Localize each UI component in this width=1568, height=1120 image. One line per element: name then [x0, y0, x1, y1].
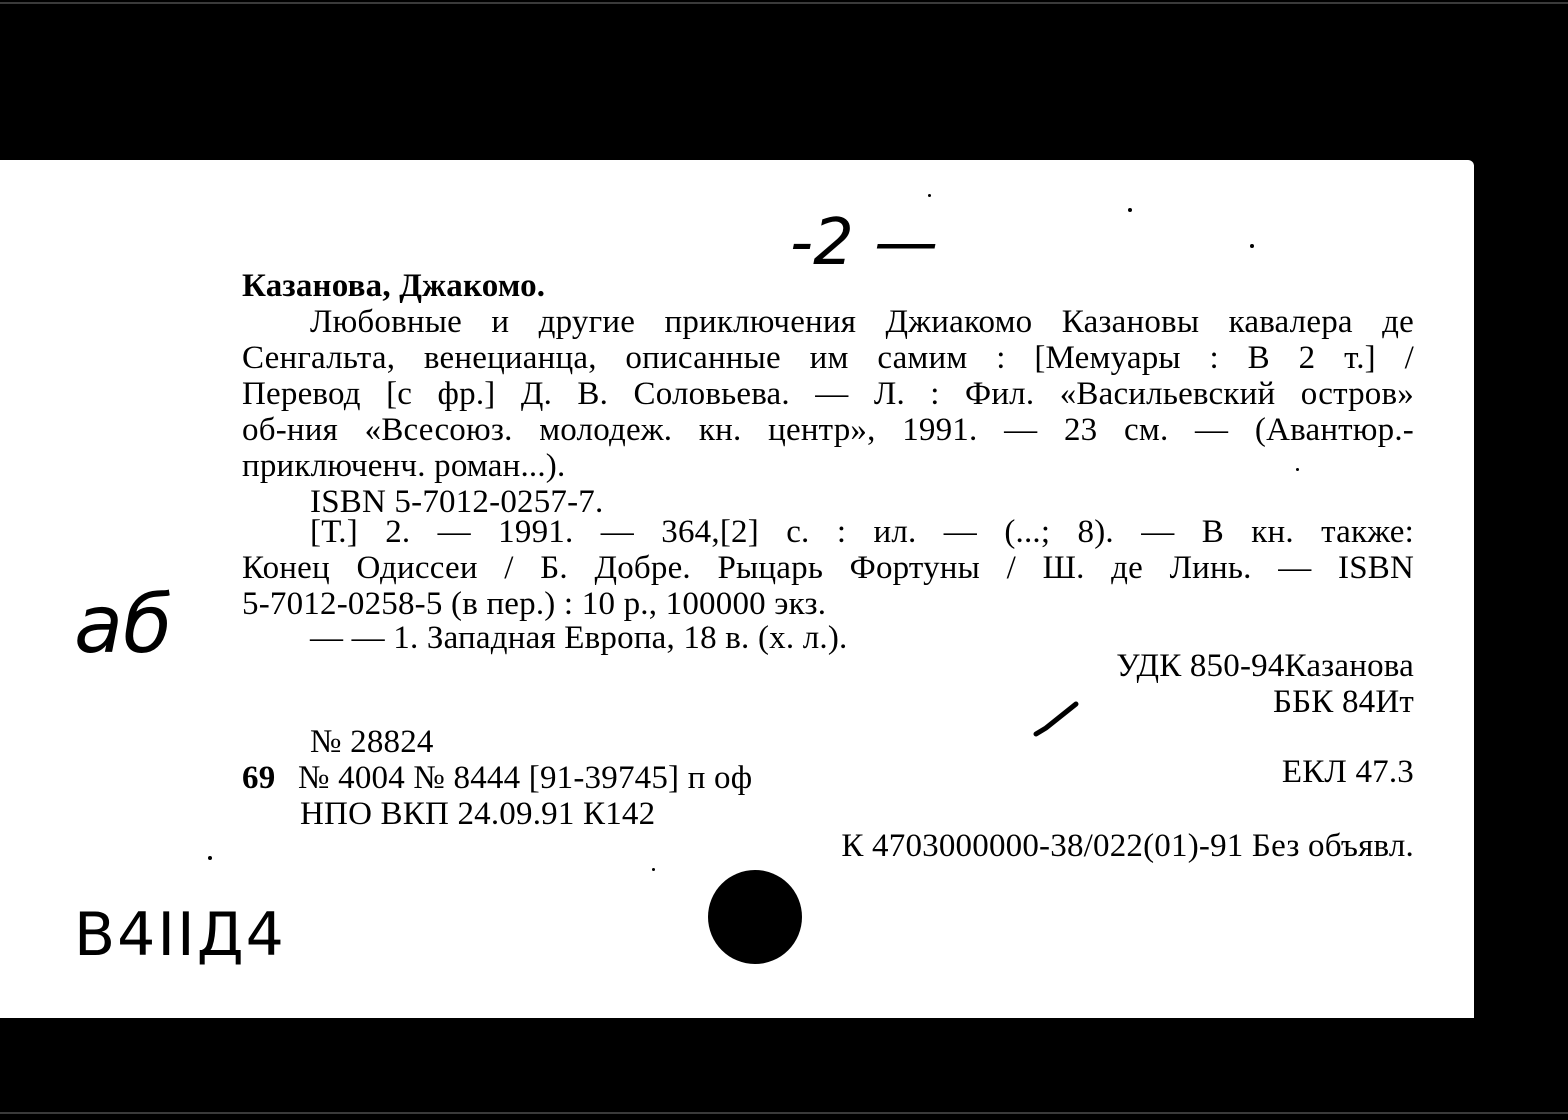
- volume-line: Конец Одиссеи / Б. Добре. Рыцарь Фортуны / Ш. де Линь. — ISBN: [242, 550, 1414, 586]
- price-code-line: К 4703000000-38/022(01)-91 Без объявл.: [841, 828, 1414, 864]
- isbn-line: ISBN 5-7012-0257-7.: [310, 484, 604, 520]
- handwritten-page-number: -2 —: [790, 206, 939, 280]
- order-prefix: 69: [242, 760, 276, 796]
- top-scan-stripe: [0, 2, 1568, 4]
- handwritten-check-mark: [1032, 700, 1082, 740]
- dust-speck: [1250, 244, 1254, 248]
- volume-line: [Т.] 2. — 1991. — 364,[2] с. : ил. — (...; 8). — В кн. также:: [310, 514, 1414, 550]
- description-paragraph: [242, 304, 1414, 484]
- card-punch-hole: [708, 870, 802, 964]
- dust-speck: [652, 868, 655, 871]
- dust-speck: [208, 856, 212, 860]
- udk-code: УДК 850-94Казанова: [1116, 648, 1414, 684]
- dust-speck: [928, 194, 931, 197]
- volume-line: 5-7012-0258-5 (в пер.) : 10 р., 100000 экз.: [242, 586, 827, 622]
- ekl-code: ЕКЛ 47.3: [1281, 754, 1414, 790]
- catalog-card: [0, 160, 1474, 1018]
- description-line: Перевод [с фр.] Д. В. Соловьева. — Л. : Фил. «Васильевский остров»: [242, 376, 1414, 412]
- handwritten-shelf-mark: В4IIД4: [74, 900, 286, 970]
- subject-line: — — 1. Западная Европа, 18 в. (х. л.).: [310, 620, 848, 656]
- bottom-scan-stripe: [0, 1112, 1568, 1114]
- description-line: Сенгальта, венецианца, описанные им самим : [Мемуары : В 2 т.] /: [242, 340, 1414, 376]
- description-line: об-ния «Всесоюз. молодеж. кн. центр», 1991. — 23 см. — (Авантюр.-: [242, 412, 1414, 448]
- author-heading: Казанова, Джакомо.: [242, 268, 546, 304]
- description-line: приключенч. роман...).: [242, 448, 566, 484]
- order-line: № 4004 № 8444 [91-39745] п оф: [298, 760, 753, 796]
- handwritten-left-note: аб: [74, 578, 173, 671]
- npo-line: НПО ВКП 24.09.91 К142: [300, 796, 656, 832]
- dust-speck: [1296, 468, 1299, 471]
- inventory-number: № 28824: [310, 724, 434, 760]
- dust-speck: [1128, 208, 1132, 212]
- volume-paragraph: [242, 514, 1414, 622]
- bbk-code: ББК 84Ит: [1272, 684, 1414, 720]
- description-line: Любовные и другие приключения Джиакомо Казановы кавалера де: [310, 304, 1414, 340]
